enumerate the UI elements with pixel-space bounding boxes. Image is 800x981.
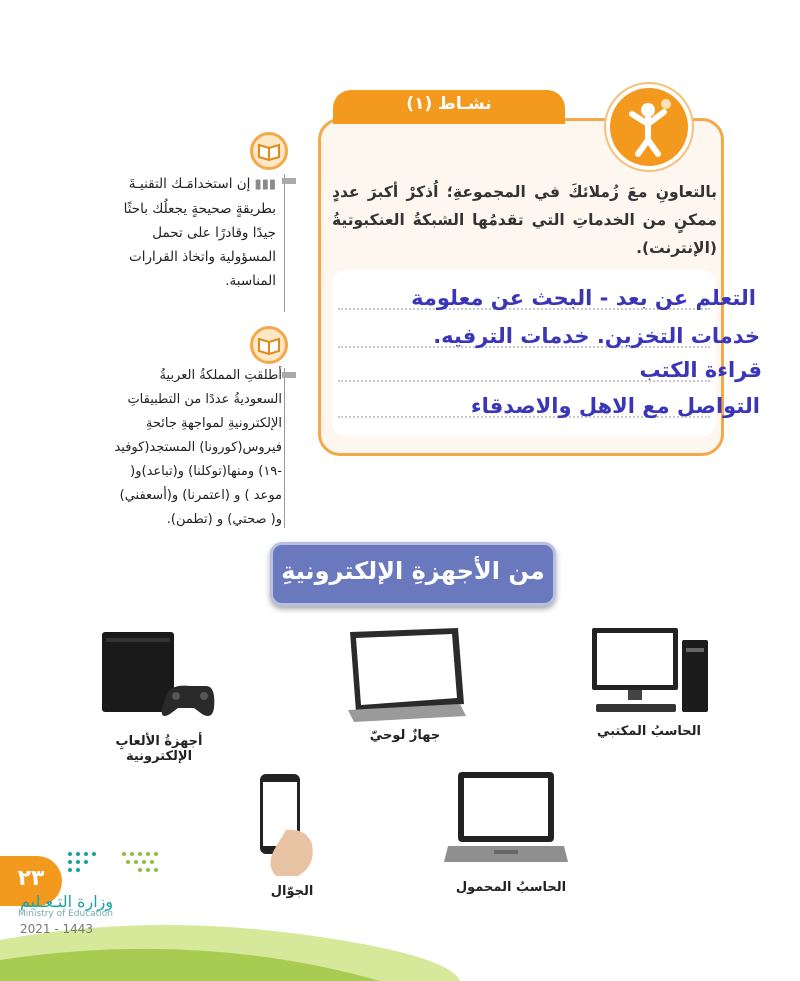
- footer-wave: [0, 900, 800, 981]
- section-banner: [270, 542, 556, 606]
- answer-3: قراءة الكتب: [639, 358, 762, 382]
- activity-person-icon: [606, 84, 692, 170]
- tablet-icon: [340, 624, 470, 728]
- desktop-computer-icon: [588, 626, 712, 720]
- note-pointer: [282, 178, 296, 184]
- device-label-tablet: جهازٌ لوحيّ: [369, 728, 441, 743]
- page-number: ٢٣: [17, 866, 45, 891]
- answer-4: التواصل مع الاهل والاصدقاء: [470, 394, 760, 418]
- bullet-icon: ▮▮▮: [250, 177, 276, 192]
- note-pointer: [282, 372, 296, 378]
- mobile-phone-icon: [246, 770, 326, 884]
- laptop-icon: [444, 770, 568, 874]
- note-text-2: أطلقتِ المملكةُ العربيةُ السعوديةُ عددًا من التطبيقاتِ الإلكترونيةِ لمواجهةِ جائحةِ فيروس(كورونا) المستجد(كوفيد -١٩) ومنها(توكلنا) و(تباعد)و( موعد ) و (اعتمرنا) و(أسعفني) و( صحتي) و (تطمن).: [114, 368, 282, 527]
- ministry-logo-icon: [64, 848, 164, 892]
- section-banner-title: من الأجهزةِ الإلكترونيةِ: [281, 557, 545, 585]
- activity-tab: [333, 90, 565, 124]
- ministry-name-ar: وزارة التـعـليم: [20, 892, 114, 911]
- device-label-mobile: الجوّال: [270, 884, 314, 899]
- edition-year: 2021 - 1443: [20, 922, 94, 936]
- ministry-name-en: Ministry of Education: [18, 909, 113, 919]
- note-divider: [284, 368, 285, 528]
- game-console-icon: [98, 628, 218, 732]
- device-label-desktop: الحاسبُ المكتبي: [596, 724, 702, 739]
- activity-tab-label: نشـاط (١): [406, 94, 492, 114]
- answer-1: التعلم عن بعد - البحث عن معلومة: [411, 286, 756, 310]
- book-icon: [250, 132, 288, 170]
- activity-prompt: بالتعاونِ معَ زُملائكَ في المجموعةِ؛ اُذكرْ أكبرَ عددٍ ممكنٍ من الخدماتِ التي تقدمُها الشبكةُ العنكبوتيةُ (الإنترنت).: [332, 183, 717, 257]
- book-icon: [250, 326, 288, 364]
- note-divider: [284, 174, 285, 312]
- answer-2: خدمات التخزين. خدمات الترفيه.: [433, 324, 760, 348]
- device-label-laptop: الحاسبُ المحمول: [455, 880, 567, 895]
- note-text-1: ▮▮▮ إن استخدامَـك التقنيـةَ بطريقةٍ صحيحةٍ يجعلُك باحثًا جيدًا وقادرًا على تحمل المسؤولية واتخاذ القرارات المناسبة.: [123, 176, 276, 289]
- device-label-console: أجهزةُ الألعابِ الإلكترونية: [115, 734, 203, 764]
